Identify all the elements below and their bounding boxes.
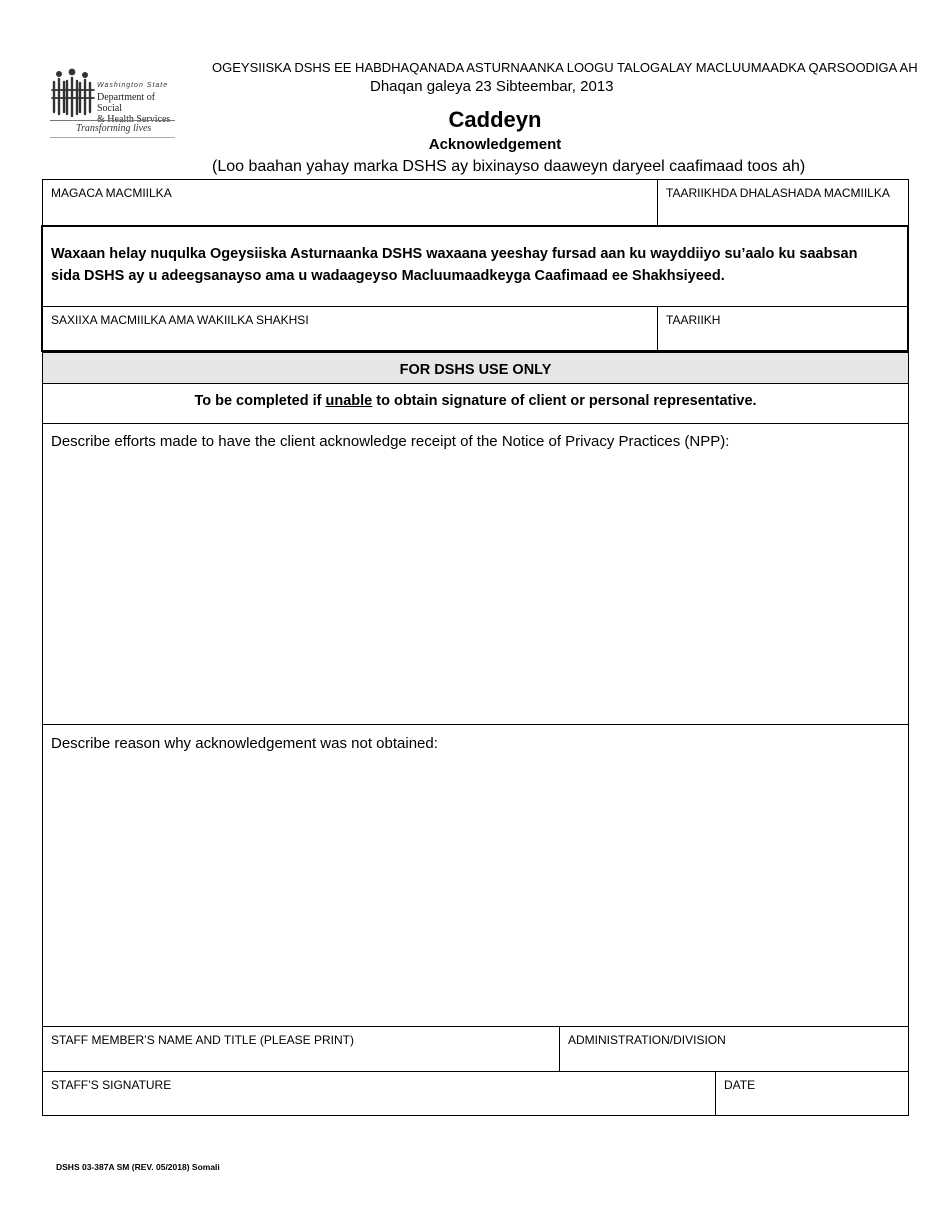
requirement-note: (Loo baahan yahay marka DSHS ay bixinayso daaweyn daryeel caafimaad toos ah) <box>212 158 806 175</box>
divider <box>43 306 909 307</box>
efforts-field[interactable] <box>43 453 908 723</box>
staff-date-label: DATE <box>724 1078 756 1092</box>
client-info-row <box>42 179 909 226</box>
divider <box>43 1071 908 1072</box>
client-signature-field[interactable] <box>43 327 657 350</box>
staff-name-label: STAFF MEMBER’S NAME AND TITLE (PLEASE PRINT) <box>51 1033 354 1047</box>
logo-dept-line1: Department of Social <box>97 92 156 114</box>
effective-date: Dhaqan galeya 23 Sibteembar, 2013 <box>370 78 614 95</box>
unable-instruction-post: to obtain signature of client or personal representative. <box>372 393 757 409</box>
administration-label: ADMINISTRATION/DIVISION <box>568 1033 726 1047</box>
logo-state: Washington State <box>97 82 169 89</box>
page-title: Caddeyn <box>448 107 542 132</box>
acknowledgement-section <box>41 225 909 352</box>
signature-date-label: TAARIIKH <box>666 313 721 327</box>
staff-date-field[interactable] <box>716 1092 908 1115</box>
divider <box>43 383 908 384</box>
client-name-field[interactable] <box>43 200 657 226</box>
administration-field[interactable] <box>560 1047 908 1070</box>
divider <box>43 1026 908 1027</box>
acknowledgement-statement: Waxaan helay nuqulka Ogeysiiska Asturnaanka DSHS waxaana yeeshay fursad aan ku wayddiiyo su’aalo ku saabsan sida DSHS ay u adeegsanayso ama u wadaageyso Macluumaadkeyga Caafimaad ee Shakhsiyeed. <box>51 246 858 284</box>
client-dob-field[interactable] <box>658 200 908 226</box>
client-dob-label: TAARIIKHDA DHALASHADA MACMIILKA <box>666 186 890 200</box>
client-signature-label: SAXIIXA MACMIILKA AMA WAKIILKA SHAKHSI <box>51 313 309 327</box>
staff-signature-label: STAFF’S SIGNATURE <box>51 1078 172 1092</box>
page-subtitle: Acknowledgement <box>428 136 562 153</box>
efforts-label: Describe efforts made to have the client acknowledge receipt of the Notice of Privacy Practices (NPP): <box>51 433 730 450</box>
client-name-label: MAGACA MACMIILKA <box>51 186 172 200</box>
staff-signature-field[interactable] <box>43 1092 715 1115</box>
dshs-use-section <box>42 352 909 1116</box>
dshs-use-heading: FOR DSHS USE ONLY <box>43 353 908 383</box>
unable-instruction <box>43 393 908 409</box>
reason-label: Describe reason why acknowledgement was not obtained: <box>51 735 438 752</box>
divider <box>43 423 908 424</box>
form-number: DSHS 03-387A SM (REV. 05/2018) Somali <box>56 1162 220 1172</box>
divider <box>43 724 908 725</box>
logo-tagline: Transforming lives <box>76 123 152 134</box>
staff-name-field[interactable] <box>43 1047 559 1070</box>
reason-field[interactable] <box>43 755 908 1025</box>
unable-instruction-pre: To be completed if <box>194 393 326 409</box>
unable-instruction-emphasis: unable <box>325 393 373 409</box>
notice-heading: OGEYSIISKA DSHS EE HABDHAQANADA ASTURNAANKA LOOGU TALOGALAY MACLUUMAADKA QARSOODIGA AH <box>212 60 918 75</box>
signature-date-field[interactable] <box>658 327 907 350</box>
logo-dept-line2: & Health Services <box>97 114 171 125</box>
